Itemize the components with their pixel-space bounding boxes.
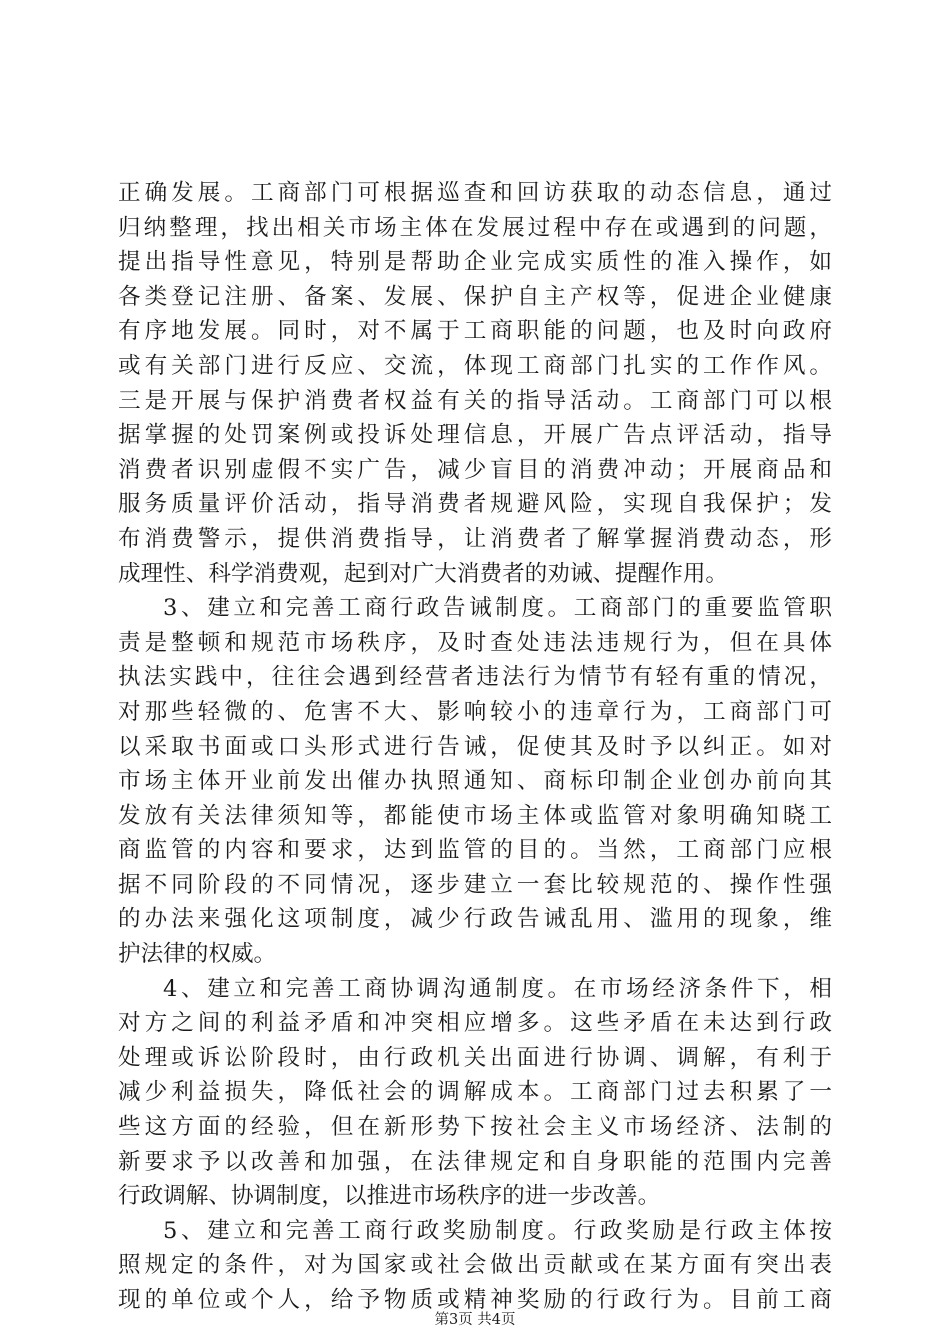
paragraph-start: 5、建立和完善工商行政奖励制度。行政奖励是行政主体按 (163, 1217, 832, 1244)
text-line: 各类登记注册、备案、发展、保护自主产权等，促进企业健康 (118, 283, 832, 310)
text-line: 商监管的内容和要求，达到监管的目的。当然，工商部门应根 (118, 837, 832, 864)
text-line: 些这方面的经验，但在新形势下按社会主义市场经济、法制的 (118, 1114, 832, 1141)
text-line: 责是整顿和规范市场秩序，及时查处违法违规行为，但在具体 (118, 629, 832, 656)
text-line: 护法律的权威。 (118, 941, 277, 968)
text-line: 处理或诉讼阶段时，由行政机关出面进行协调、调解，有利于 (118, 1044, 832, 1071)
text-line: 行政调解、协调制度，以推进市场秩序的进一步改善。 (118, 1183, 661, 1210)
text-line: 提出指导性意见，特别是帮助企业完成实质性的准入操作，如 (118, 249, 832, 276)
text-line: 正确发展。工商部门可根据巡查和回访获取的动态信息，通过 (118, 180, 832, 206)
text-line: 服务质量评价活动，指导消费者规避风险，实现自我保护；发 (118, 491, 832, 518)
text-line: 或有关部门进行反应、交流，体现工商部门扎实的工作作风。 (118, 352, 832, 379)
text-line: 布消费警示，提供消费指导，让消费者了解掌握消费动态，形 (118, 525, 832, 552)
text-line: 消费者识别虚假不实广告，减少盲目的消费冲动；开展商品和 (118, 456, 832, 483)
text-line: 以采取书面或口头形式进行告诫，促使其及时予以纠正。如对 (118, 733, 832, 760)
text-line: 发放有关法律须知等，都能使市场主体或监管对象明确知晓工 (118, 802, 832, 829)
text-line: 现的单位或个人，给予物质或精神奖励的行政行为。目前工商 (118, 1287, 832, 1313)
text-line: 新要求予以改善和加强，在法律规定和自身职能的范围内完善 (118, 1148, 832, 1175)
body-text (118, 176, 832, 1318)
text-line: 的办法来强化这项制度，减少行政告诫乱用、滥用的现象，维 (118, 906, 832, 933)
text-line: 归纳整理，找出相关市场主体在发展过程中存在或遇到的问题， (118, 214, 832, 241)
text-line: 三是开展与保护消费者权益有关的指导活动。工商部门可以根 (118, 387, 832, 414)
text-line: 成理性、科学消费观，起到对广大消费者的劝诫、提醒作用。 (118, 560, 729, 587)
text-line: 减少利益损失，降低社会的调解成本。工商部门过去积累了一 (118, 1079, 832, 1106)
paragraph-start: 4、建立和完善工商协调沟通制度。在市场经济条件下，相 (163, 975, 832, 1002)
page-number-footer: 第3页 共4页 (434, 1312, 516, 1328)
text-line: 据掌握的处罚案例或投诉处理信息，开展广告点评活动，指导 (118, 422, 832, 449)
text-line: 据不同阶段的不同情况，逐步建立一套比较规范的、操作性强 (118, 871, 832, 898)
text-line: 市场主体开业前发出催办执照通知、商标印制企业创办前向其 (118, 768, 832, 795)
text-line: 有序地发展。同时，对不属于工商职能的问题，也及时向政府 (118, 318, 832, 345)
text-line: 对那些轻微的、危害不大、影响较小的违章行为，工商部门可 (118, 698, 832, 725)
paragraph-start: 3、建立和完善工商行政告诫制度。工商部门的重要监管职 (163, 595, 832, 622)
text-line: 执法实践中，往往会遇到经营者违法行为情节有轻有重的情况， (118, 664, 832, 691)
text-line: 照规定的条件，对为国家或社会做出贡献或在某方面有突出表 (118, 1252, 832, 1279)
text-line: 对方之间的利益矛盾和冲突相应增多。这些矛盾在未达到行政 (118, 1010, 832, 1037)
